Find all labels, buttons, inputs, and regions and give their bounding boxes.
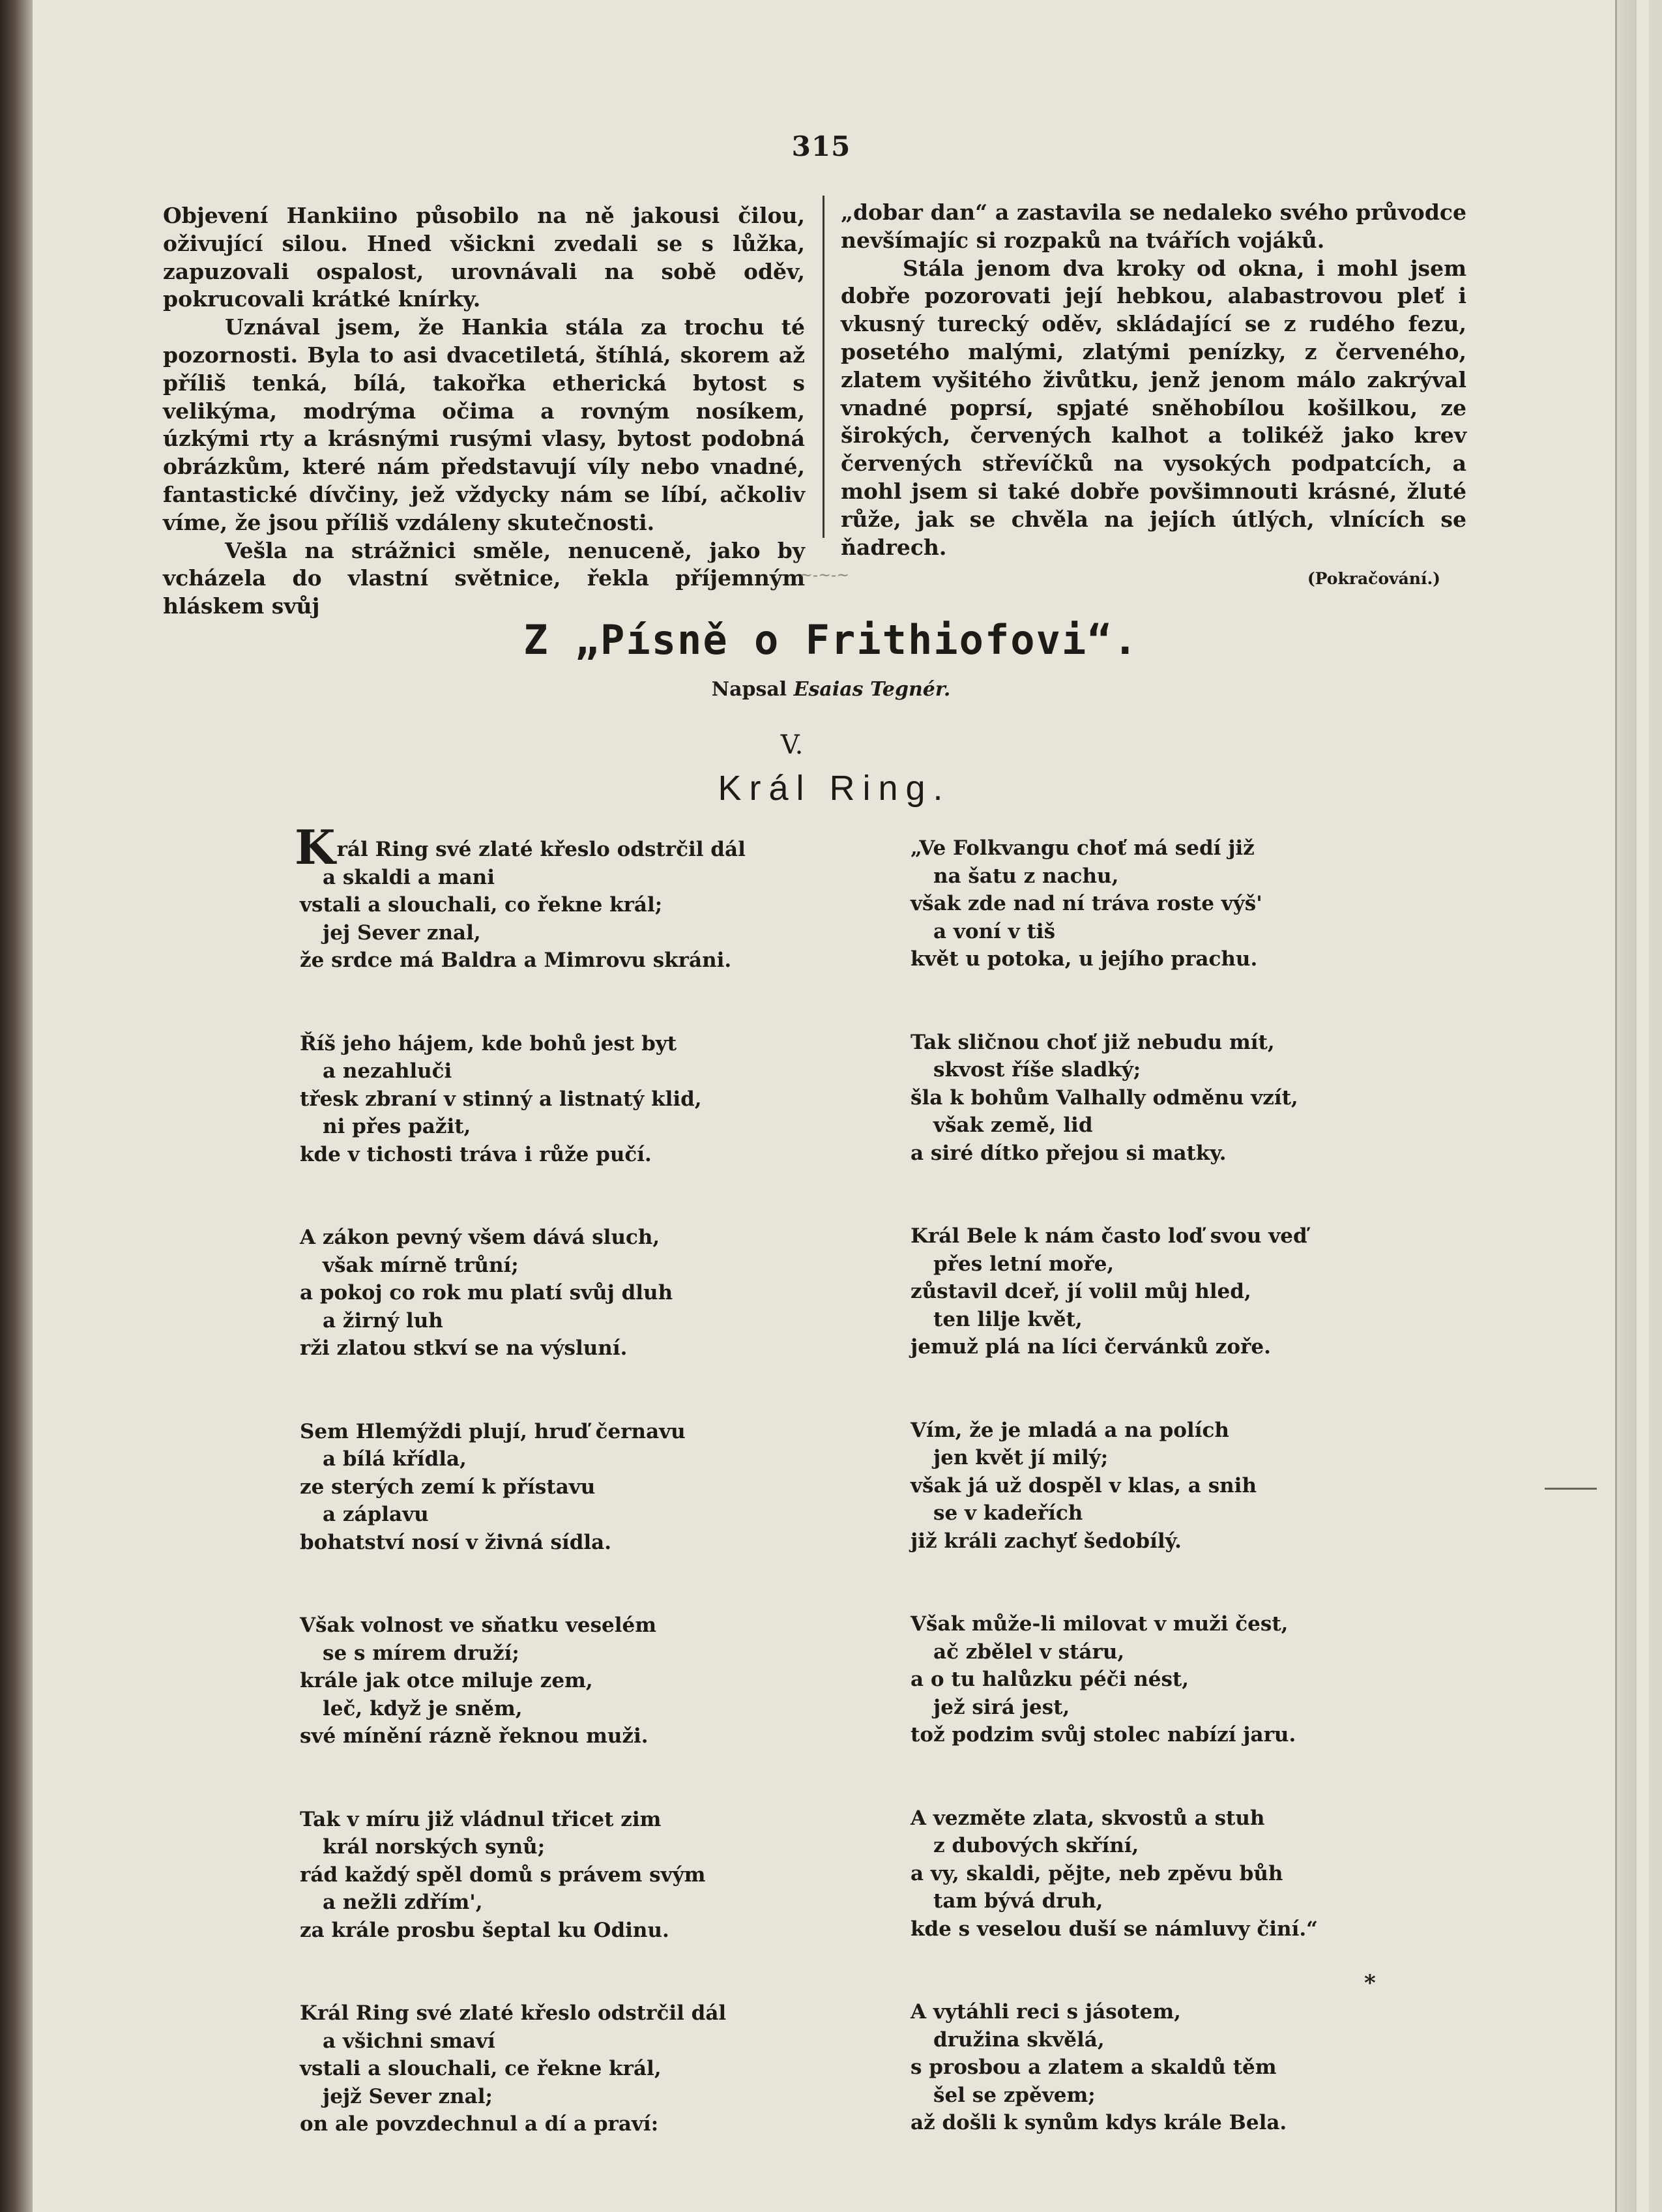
verse-line: však země, lid xyxy=(933,1113,1093,1137)
verse-line: ni přes pažit, xyxy=(323,1115,471,1138)
verse-line xyxy=(295,819,795,875)
paragraph: Vešla na strážnici směle, nenuceně, jako by vcházela do vlastní světnice, řekla příjemným hláskem svůj xyxy=(163,537,805,619)
stanza xyxy=(911,1029,1432,1168)
verse-line: zůstavil dceř, jí volil můj hled, xyxy=(911,1280,1251,1303)
stanza xyxy=(300,1999,795,2138)
page-edge xyxy=(1615,0,1637,2212)
stanza xyxy=(300,1806,795,1945)
verse-line: Však volnost ve sňatku veselém xyxy=(300,1614,657,1637)
verse-line: Vím, že je mladá a na polích xyxy=(911,1418,1229,1442)
verse-line: Tak sličnou choť již nebudu mít, xyxy=(911,1030,1275,1054)
verse-line: se s mírem druží; xyxy=(323,1641,519,1665)
paragraph: Uznával jsem, že Hankia stála za trochu té pozornosti. Byla to asi dvacetiletá, štíhlá, skorem až příliš tenká, bílá, takořka etherická bytost s velikýma, modrýma očima a rovným nosíkem, úzkými rty a krásnými rusými vlasy, bytost podobná obrázkům, které nám představují víly nebo vnadné, fantastické dívčiny, jež vždycky nám se líbí, ačkoliv víme, že jsou příliš vzdáleny skutečnosti. xyxy=(163,314,805,535)
verse-line: tam bývá druh, xyxy=(933,1889,1103,1913)
stanza xyxy=(911,1610,1432,1749)
verse-line: však zde nad ní tráva roste výš' xyxy=(911,892,1262,915)
verse-line: a voní v tiš xyxy=(933,919,1056,943)
stanza xyxy=(295,819,795,975)
verse-line: Však může-li milovat v muži čest, xyxy=(911,1612,1289,1636)
column-rule xyxy=(823,196,824,538)
verse-line: a pokoj co rok mu platí svůj dluh xyxy=(300,1281,673,1305)
verse-line: šel se zpěvem; xyxy=(933,2083,1096,2107)
stanza xyxy=(911,1417,1432,1556)
verse-line: Sem Hlemýždi plují, hruď černavu xyxy=(300,1419,686,1443)
verse-line: až došli k synům kdys krále Bela. xyxy=(911,2111,1287,2134)
verse-line: a nežli zdřím', xyxy=(323,1891,483,1914)
verse-line-rest: rál Ring své zlaté křeslo odstrčil dál xyxy=(336,838,746,861)
verse-line: přes letní moře, xyxy=(933,1252,1115,1276)
verse-line: leč, když je sněm, xyxy=(323,1696,523,1720)
paragraph: Objevení Hankiino působilo na ně jakousi čilou, oživující silou. Hned všickni zvedali se s lůžka, zapuzovali ospalost, urovnávali na sobě oděv, pokrucovali krátké knírky. xyxy=(163,203,805,312)
verse-line: jej Sever znal, xyxy=(323,921,481,945)
verse-line: A zákon pevný všem dává sluch, xyxy=(300,1226,660,1249)
verse-line: za krále prosbu šeptal ku Odinu. xyxy=(300,1918,669,1942)
verse-line: krále jak otce miluje zem, xyxy=(300,1669,593,1692)
verse-line: rži zlatou stkví se na výsluní. xyxy=(300,1336,628,1360)
page-number: 315 xyxy=(791,130,851,162)
verse-line: jen květ jí milý; xyxy=(933,1446,1109,1469)
verse-line: a všichni smaví xyxy=(323,2029,495,2053)
verse-line: jejž Sever znal; xyxy=(323,2084,493,2108)
paragraph: „dobar dan“ a zastavila se nedaleko svého průvodce nevšímajíc si rozpaků na tvářích vojáků. xyxy=(841,199,1466,253)
verse-line: kde s veselou duší se námluvy činí.“ xyxy=(911,1917,1318,1941)
verse-line: bohatství nosí v živná sídla. xyxy=(300,1530,612,1554)
stanza xyxy=(300,1030,795,1169)
prose-column-right xyxy=(841,199,1466,593)
verse-line: Říš jeho hájem, kde bohů jest byt xyxy=(300,1031,677,1055)
verse-line: družina skvělá, xyxy=(933,2028,1105,2052)
verse-line: však já už dospěl v klas, a snih xyxy=(911,1473,1257,1497)
verse-line: jemuž plá na líci červánků zoře. xyxy=(911,1335,1271,1359)
verse-line: rád každý spěl domů s právem svým xyxy=(300,1863,706,1887)
verse-line: ač zbělel v stáru, xyxy=(933,1640,1125,1664)
asterisk-mark: * xyxy=(1364,1970,1376,1996)
poem-title: Z „Písně o Frithiofovi“. xyxy=(523,616,1139,664)
verse-line: on ale povzdechnul a dí a praví: xyxy=(300,2112,659,2136)
verse-line: na šatu z nachu, xyxy=(933,864,1119,888)
stanza xyxy=(911,834,1432,973)
verse-line: a záplavu xyxy=(323,1503,429,1526)
paragraph: Stála jenom dva kroky od okna, i mohl jsem dobře pozorovati její hebkou, alabastrovou pleť i vkusný turecký oděv, skládající se z rudého fezu, posetého malými, zlatými penízky, z červeného, zlatem vyšitého živůtku, jenž jenom málo zakrýval vnadné poprsí, spjaté sněhobílou košilkou, ze širokých, červených kalhot a tolikéž jako krev červených střevíčků na vysokých podpatcích, a mohl jsem si také dobře povšimnouti krásné, žluté růže, jak se chvěla na jejích útlých, vlnících se ňadrech. xyxy=(841,255,1466,560)
verse-line: a žirný luh xyxy=(323,1308,443,1333)
verse-line: šla k bohům Valhally odměnu vzít, xyxy=(911,1085,1298,1110)
verse-line: vstali a slouchali, ce řekne král, xyxy=(300,2057,662,2080)
verse-line: kde v tichosti tráva i růže pučí. xyxy=(300,1142,652,1166)
verse-line: a bílá křídla, xyxy=(323,1447,467,1471)
verse-line: a skaldi a mani xyxy=(323,865,495,889)
verse-line: Tak v míru již vládnul třicet zim xyxy=(300,1807,662,1831)
verse-line: ten lilje květ, xyxy=(933,1307,1083,1331)
prose-column-left xyxy=(163,202,805,621)
verse-line: však mírně trůní; xyxy=(323,1253,519,1277)
verse-line: král norských synů; xyxy=(323,1835,546,1859)
verse-line: a vy, skaldi, pějte, neb zpěvu bůh xyxy=(911,1861,1283,1885)
byline-prefix: Napsal xyxy=(711,678,787,701)
poem-column-left xyxy=(295,819,795,2194)
verse-line: a o tu halůzku péči nést, xyxy=(911,1668,1189,1691)
verse-line: se v kadeřích xyxy=(933,1501,1083,1525)
verse-line: Král Bele k nám často loď svou veď xyxy=(911,1224,1307,1248)
stanza xyxy=(300,1224,795,1363)
verse-line: že srdce má Baldra a Mimrovu skráni. xyxy=(300,949,732,972)
poem-subtitle: Král Ring. xyxy=(718,769,951,808)
poem-column-right xyxy=(911,834,1432,2192)
verse-line: A vytáhli reci s jásotem, xyxy=(911,2000,1181,2024)
byline xyxy=(587,678,1075,701)
verse-line: Král Ring své zlaté křeslo odstrčil dál xyxy=(300,2001,727,2025)
stanza xyxy=(300,1418,795,1557)
verse-line: z dubových skříní, xyxy=(933,1834,1139,1857)
verse-line: jež sirá jest, xyxy=(933,1695,1070,1719)
verse-line: vstali a slouchali, co řekne král; xyxy=(300,893,663,917)
verse-line: a nezahluči xyxy=(323,1059,452,1083)
stanza xyxy=(911,1222,1432,1361)
continued-note: (Pokračování.) xyxy=(1307,569,1440,589)
verse-line: tož podzim svůj stolec nabízí jaru. xyxy=(911,1723,1296,1747)
verse-line: a siré dítko přejou si matky. xyxy=(911,1141,1227,1165)
verse-line: s prosbou a zlatem a skaldů těm xyxy=(911,2056,1277,2079)
margin-mark xyxy=(1545,1488,1597,1490)
verse-line: A vezměte zlata, skvostů a stuh xyxy=(911,1806,1265,1830)
stanza xyxy=(300,1612,795,1750)
verse-line: své mínění rázně řeknou muži. xyxy=(300,1724,649,1748)
verse-line: ze sterých zemí k přístavu xyxy=(300,1475,596,1499)
byline-author: Esaias Tegnér. xyxy=(793,678,951,701)
verse-line: skvost říše sladký; xyxy=(933,1058,1141,1082)
drop-cap: K xyxy=(295,819,336,875)
book-binding xyxy=(0,0,33,2212)
stanza xyxy=(911,1998,1432,2137)
verse-line: květ u potoka, u jejího prachu. xyxy=(911,947,1258,971)
verse-line: již králi zachyť šedobílý. xyxy=(911,1529,1182,1553)
verse-line: třesk zbraní v stinný a listnatý klid, xyxy=(300,1087,702,1111)
verse-line: „Ve Folkvangu choť má sedí již xyxy=(911,836,1255,860)
section-ornament: ~-~-~ xyxy=(799,566,850,584)
canto-number: V. xyxy=(780,730,804,760)
stanza xyxy=(911,1805,1432,1943)
